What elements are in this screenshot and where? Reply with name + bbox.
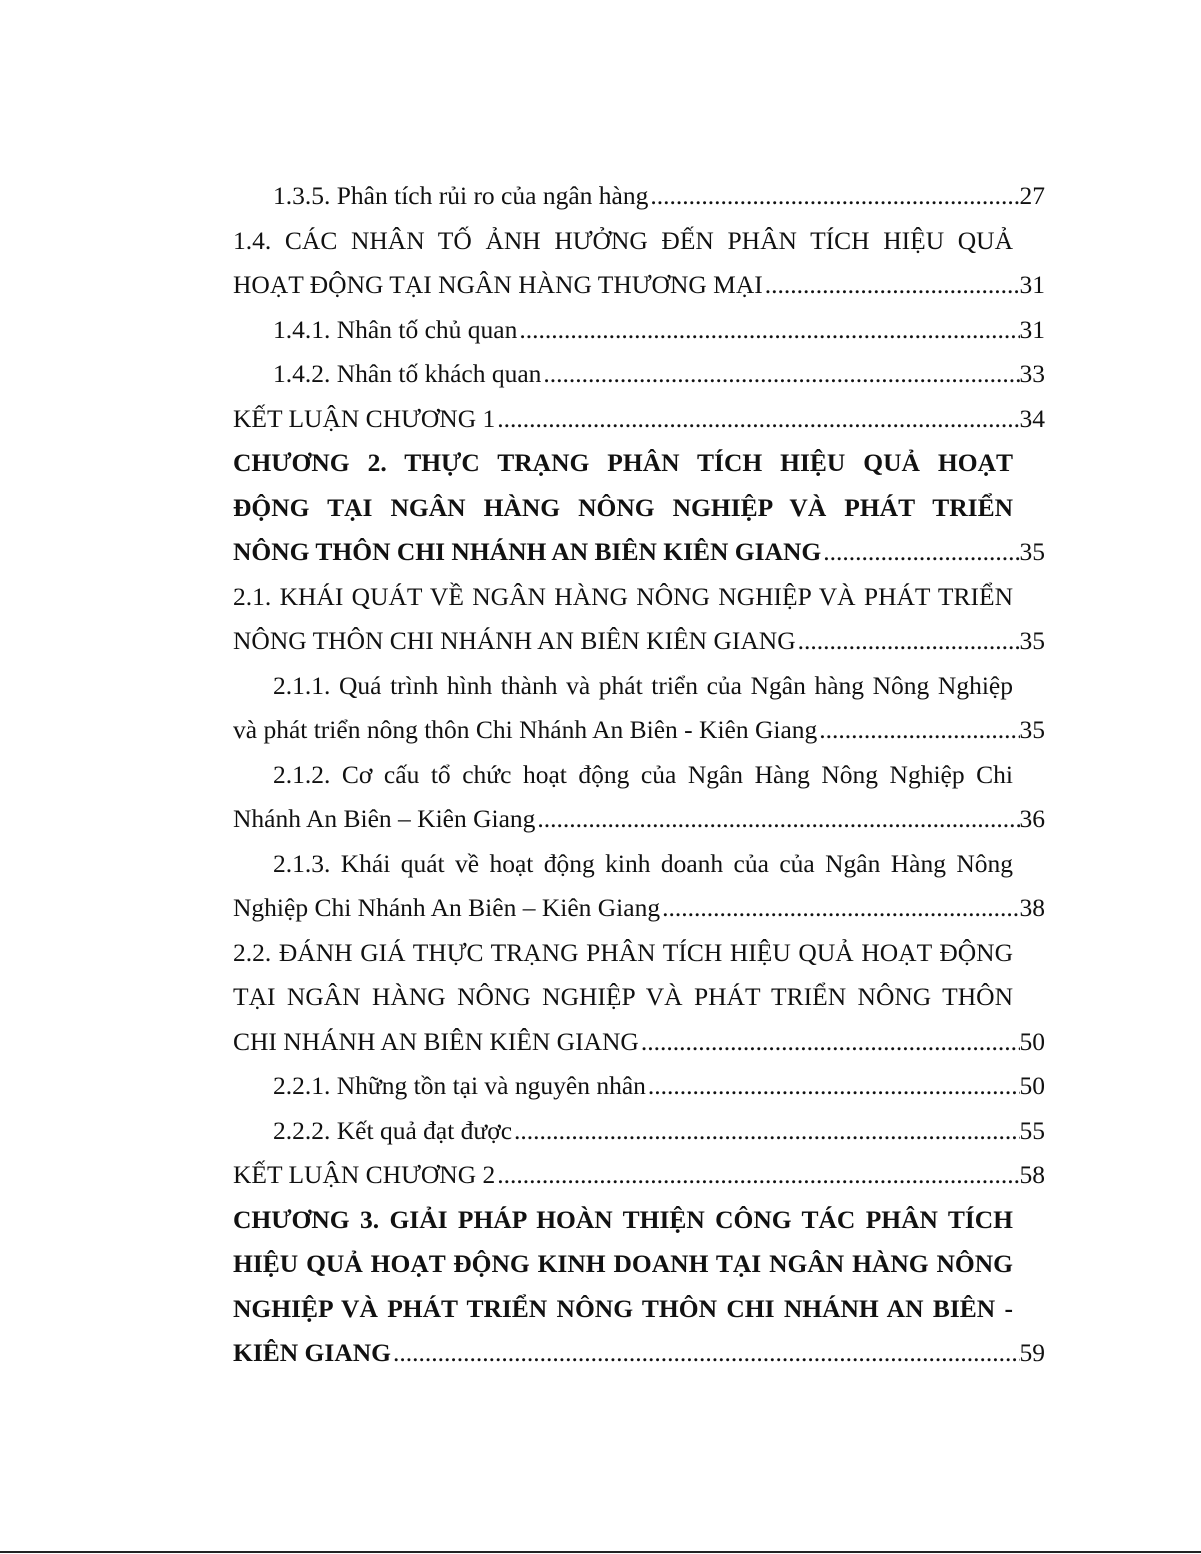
toc-chapter-line[interactable]: HIỆU QUẢ HOẠT ĐỘNG KINH DOANH TẠI NGÂN HÀNG NÔNG: [233, 1249, 1013, 1278]
toc-chapter-entry[interactable]: [233, 530, 1045, 575]
toc-entry[interactable]: [233, 352, 1045, 397]
toc-page-number: 33: [1019, 359, 1045, 388]
toc-entry-title: 1.3.5. Phân tích rủi ro của ngân hàng: [273, 181, 649, 210]
toc-entry-title: KIÊN GIANG: [233, 1338, 391, 1367]
toc-leader-dots: [639, 1020, 1020, 1065]
toc-page-number: 34: [1019, 403, 1045, 433]
toc-entry-title: 1.4.2. Nhân tố khách quan: [273, 359, 542, 388]
toc-page-number: 31: [1019, 314, 1045, 344]
toc-chapter-line[interactable]: ĐỘNG TẠI NGÂN HÀNG NÔNG NGHIỆP VÀ PHÁT TRIỂN: [233, 492, 1013, 522]
toc-chapter-entry[interactable]: [233, 1331, 1045, 1376]
toc-entry-title: HOẠT ĐỘNG TẠI NGÂN HÀNG THƯƠNG MẠI: [233, 270, 763, 299]
toc-page-number: 38: [1019, 893, 1045, 922]
toc-leader-dots: [495, 397, 1019, 442]
toc-page-number: 35: [1019, 715, 1045, 744]
toc-entry-title: NÔNG THÔN CHI NHÁNH AN BIÊN KIÊN GIANG: [233, 626, 796, 655]
toc-entry[interactable]: [233, 397, 1045, 442]
toc-page-number: 31: [1019, 270, 1045, 299]
toc-entry-title: KẾT LUẬN CHƯƠNG 1: [233, 403, 496, 433]
toc-page-number: 27: [1019, 181, 1045, 210]
toc-entry[interactable]: [233, 308, 1045, 353]
toc-entry[interactable]: [233, 708, 1045, 753]
toc-chapter-line[interactable]: NGHIỆP VÀ PHÁT TRIỂN NÔNG THÔN CHI NHÁNH AN BIÊN -: [233, 1293, 1013, 1323]
toc-page-number: 59: [1019, 1338, 1045, 1367]
toc-entry-title: KẾT LUẬN CHƯƠNG 2: [233, 1160, 496, 1189]
toc-entry-title: Nghiệp Chi Nhánh An Biên – Kiên Giang: [233, 893, 661, 922]
toc-leader-dots: [495, 1153, 1019, 1198]
toc-entry-title: 1.4.1. Nhân tố chủ quan: [273, 314, 518, 344]
toc-entry-title: NÔNG THÔN CHI NHÁNH AN BIÊN KIÊN GIANG: [233, 537, 822, 566]
toc-entry[interactable]: [233, 1153, 1045, 1198]
toc-entry-line[interactable]: 2.1.3. Khái quát về hoạt động kinh doanh của của Ngân Hàng Nông: [273, 848, 1013, 878]
toc-leader-dots: [817, 708, 1019, 753]
toc-leader-dots: [821, 530, 1019, 575]
toc-leader-dots: [541, 352, 1019, 397]
table-of-contents: [233, 174, 1045, 1376]
toc-entry[interactable]: [233, 1109, 1045, 1154]
toc-page-number: 50: [1019, 1071, 1045, 1100]
toc-entry-title: CHI NHÁNH AN BIÊN KIÊN GIANG: [233, 1026, 639, 1056]
toc-leader-dots: [517, 308, 1019, 353]
toc-entry-line[interactable]: 1.4. CÁC NHÂN TỐ ẢNH HƯỞNG ĐẾN PHÂN TÍCH HIỆU QUẢ: [233, 225, 1013, 255]
toc-entry-line[interactable]: TẠI NGÂN HÀNG NÔNG NGHIỆP VÀ PHÁT TRIỂN NÔNG THÔN: [233, 982, 1013, 1011]
toc-page-number: 50: [1019, 1026, 1045, 1056]
toc-page-number: 35: [1019, 537, 1045, 566]
toc-leader-dots: [763, 263, 1020, 308]
toc-page-number: 58: [1019, 1160, 1045, 1189]
toc-leader-dots: [391, 1331, 1020, 1376]
toc-entry[interactable]: [233, 1064, 1045, 1109]
toc-page-number: 36: [1019, 804, 1045, 833]
toc-leader-dots: [648, 174, 1019, 219]
page-bottom-border: [0, 1551, 1201, 1553]
toc-leader-dots: [512, 1109, 1019, 1154]
toc-leader-dots: [660, 886, 1019, 931]
toc-chapter-line[interactable]: CHƯƠNG 2. THỰC TRẠNG PHÂN TÍCH HIỆU QUẢ HOẠT: [233, 448, 1013, 477]
toc-entry[interactable]: [233, 886, 1045, 931]
toc-chapter-line[interactable]: CHƯƠNG 3. GIẢI PHÁP HOÀN THIỆN CÔNG TÁC PHÂN TÍCH: [233, 1204, 1013, 1234]
toc-entry[interactable]: [233, 1020, 1045, 1065]
toc-page-number: 35: [1019, 626, 1045, 655]
toc-leader-dots: [646, 1064, 1020, 1109]
toc-entry[interactable]: [233, 174, 1045, 219]
toc-entry-line[interactable]: 2.2. ĐÁNH GIÁ THỰC TRẠNG PHÂN TÍCH HIỆU QUẢ HOẠT ĐỘNG: [233, 937, 1013, 967]
toc-entry-title: và phát triển nông thôn Chi Nhánh An Biên - Kiên Giang: [233, 715, 818, 744]
toc-entry[interactable]: [233, 797, 1045, 842]
toc-leader-dots: [796, 619, 1020, 664]
toc-entry-title: 2.2.2. Kết quả đạt được: [273, 1115, 513, 1145]
toc-leader-dots: [535, 797, 1019, 842]
toc-page-number: 55: [1019, 1115, 1045, 1145]
toc-entry-title: Nhánh An Biên – Kiên Giang: [233, 804, 536, 833]
toc-entry-line[interactable]: 2.1.2. Cơ cấu tổ chức hoạt động của Ngân Hàng Nông Nghiệp Chi: [273, 759, 1013, 789]
toc-entry-line[interactable]: 2.1. KHÁI QUÁT VỀ NGÂN HÀNG NÔNG NGHIỆP VÀ PHÁT TRIỂN: [233, 581, 1013, 611]
toc-entry-line[interactable]: 2.1.1. Quá trình hình thành và phát triển của Ngân hàng Nông Nghiệp: [273, 670, 1013, 700]
toc-entry-title: 2.2.1. Những tồn tại và nguyên nhân: [273, 1071, 646, 1100]
toc-entry[interactable]: [233, 263, 1045, 308]
toc-entry[interactable]: [233, 619, 1045, 664]
